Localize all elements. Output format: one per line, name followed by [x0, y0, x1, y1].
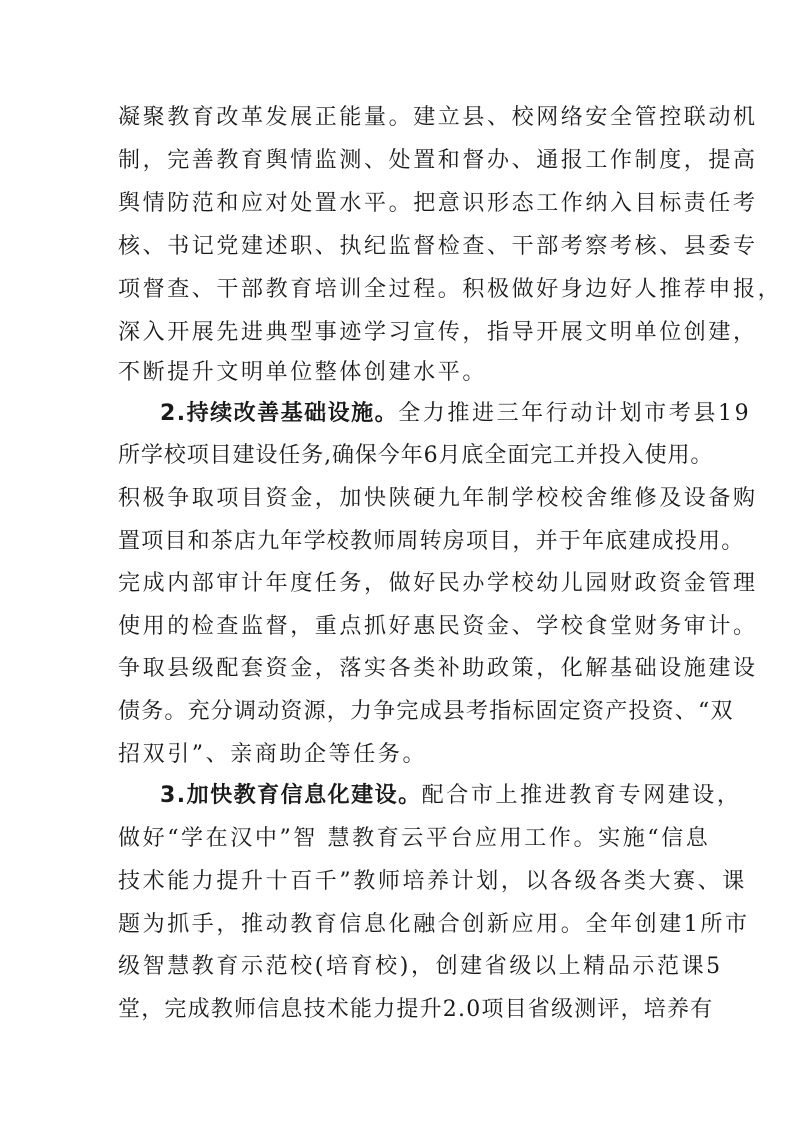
paragraph-3-line: 做好“学在汉中”智 慧教育云平台应用工作。实施“信息 [118, 826, 711, 851]
paragraph-2-line: 全力推进三年行动计划市考县19 [398, 401, 752, 426]
paragraph-2-line: 完成内部审计年度任务，做好民办学校幼儿园财政资金管理 [118, 571, 758, 596]
paragraph-1-line: 深入开展先进典型事迹学习宣传，指导开展文明单位创建， [118, 320, 758, 345]
paragraph-1-line: 不断提升文明单位整体创建水平。 [118, 360, 488, 385]
section-heading: 2.持续改善基础设施。 [160, 401, 399, 426]
paragraph-1-line: 舆情防范和应对处置水平。把意识形态工作纳入目标责任考 [118, 191, 758, 216]
paragraph-2-line: 使用的检查监督，重点抓好惠民资金、学校食堂财务审计。 [118, 614, 758, 639]
paragraph-2-line: 置项目和茶店九年学校教师周转房项目，并于年底建成投用。 [118, 529, 745, 554]
paragraph-1-line: 制，完善教育舆情监测、处置和督办、通报工作制度，提高 [118, 148, 758, 173]
paragraph-2-line: 招双引”、亲商助企等任务。 [118, 742, 428, 767]
paragraph-2-line: 所学校项目建设任务,确保今年6月底全面完工并投入使用。 [118, 443, 714, 468]
paragraph-1-line: 凝聚教育改革发展正能量。建立县、校网络安全管控联动机 [118, 105, 758, 130]
paragraph-2-line: 争取县级配套资金，落实各类补助政策，化解基础设施建设 [118, 656, 758, 681]
paragraph-3-line: 技术能力提升十百千”教师培养计划，以各级各类大赛、课 [118, 869, 747, 894]
paragraph-1-line: 核、书记党建述职、执纪监督检查、干部考察考核、县委专 [118, 234, 758, 259]
paragraph-2-line: 债务。充分调动资源，力争完成县考指标固定资产投资、“双 [118, 699, 734, 724]
paragraph-3-line: 配合市上推进教育专网建设， [421, 783, 742, 808]
paragraph-3-line: 级智慧教育示范校(培育校)，创建省级以上精品示范课5 [118, 954, 723, 979]
paragraph-3-line: 堂，完成教师信息技术能力提升2.0项目省级测评，培养有 [118, 997, 714, 1022]
paragraph-2-first-line [160, 399, 751, 429]
section-heading: 3.加快教育信息化建设。 [160, 783, 422, 808]
paragraph-3-line: 题为抓手，推动教育信息化融合创新应用。全年创建1所市 [118, 912, 750, 937]
paragraph-1-line: 项督查、干部教育培训全过程。积极做好身边好人推荐申报， [118, 277, 783, 302]
paragraph-2-line: 积极争取项目资金，加快陕硬九年制学校校舍维修及设备购 [118, 486, 758, 511]
paragraph-3-first-line [160, 781, 741, 811]
